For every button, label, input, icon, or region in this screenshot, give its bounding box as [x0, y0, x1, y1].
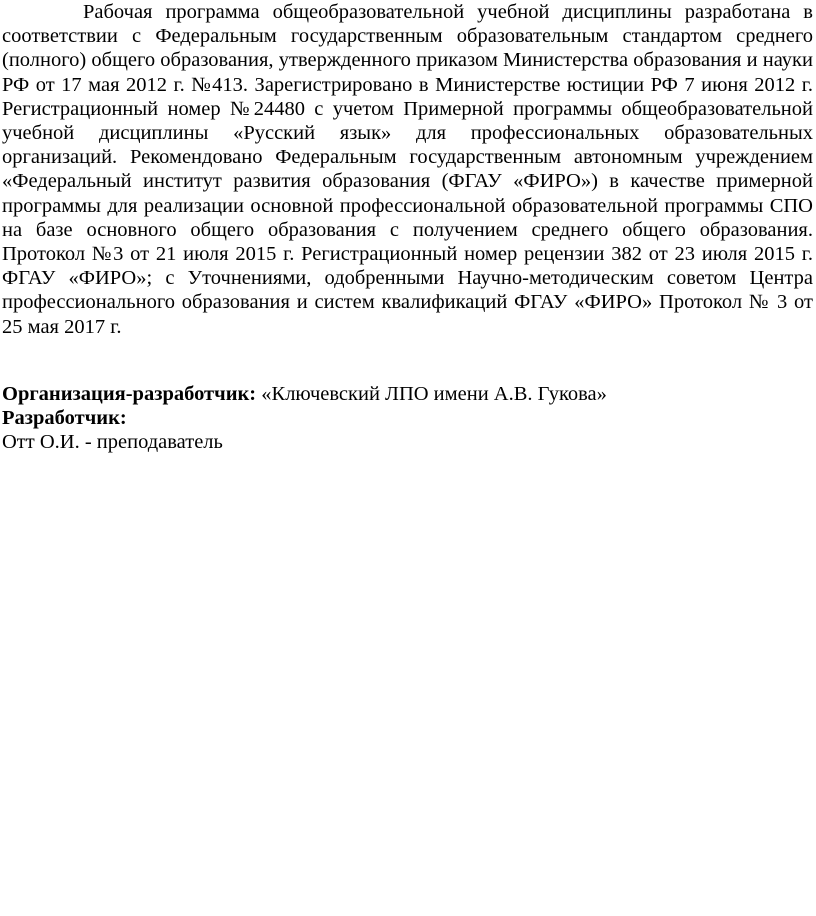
developer-value: Отт О.И. - преподаватель	[2, 431, 223, 454]
intro-paragraph: Рабочая программа общеобразовательной учебной дисциплины разработана в соответствии с Федеральным государственным образовательным стандартом среднего (полного) общего образования, утвержденного приказом Министерства образования и науки РФ от 17 мая 2012 г. №413. Зарегистрировано в Министерстве юстиции РФ 7 июня 2012 г. Регистрационный номер №24480 с учетом Примерной программы общеобразовательной учебной дисциплины «Русский язык» для профессиональных образовательных организаций. Рекомендовано Федеральным государственным автономным учреждением «Федеральный институт развития образования (ФГАУ «ФИРО») в качестве примерной программы для реализации основной профессиональной образовательной программы СПО на базе основного общего образования с получением среднего общего образования. Протокол №3 от 21 июля 2015 г. Регистрационный номер рецензии 382 от 23 июля 2015 г. ФГАУ «ФИРО»; с Уточнениями, одобренными Научно-методическим советом Центра профессионального образования и систем квалификаций ФГАУ «ФИРО» Протокол № 3 от 25 мая 2017 г.	[2, 1, 813, 338]
organization-value: «Ключевский ЛПО имени А.В. Гукова»	[256, 383, 607, 405]
organization-line	[2, 382, 813, 406]
organization-label: Организация-разработчик:	[2, 383, 257, 405]
developer-label: Разработчик:	[2, 407, 127, 430]
developer-info-block	[2, 382, 813, 455]
